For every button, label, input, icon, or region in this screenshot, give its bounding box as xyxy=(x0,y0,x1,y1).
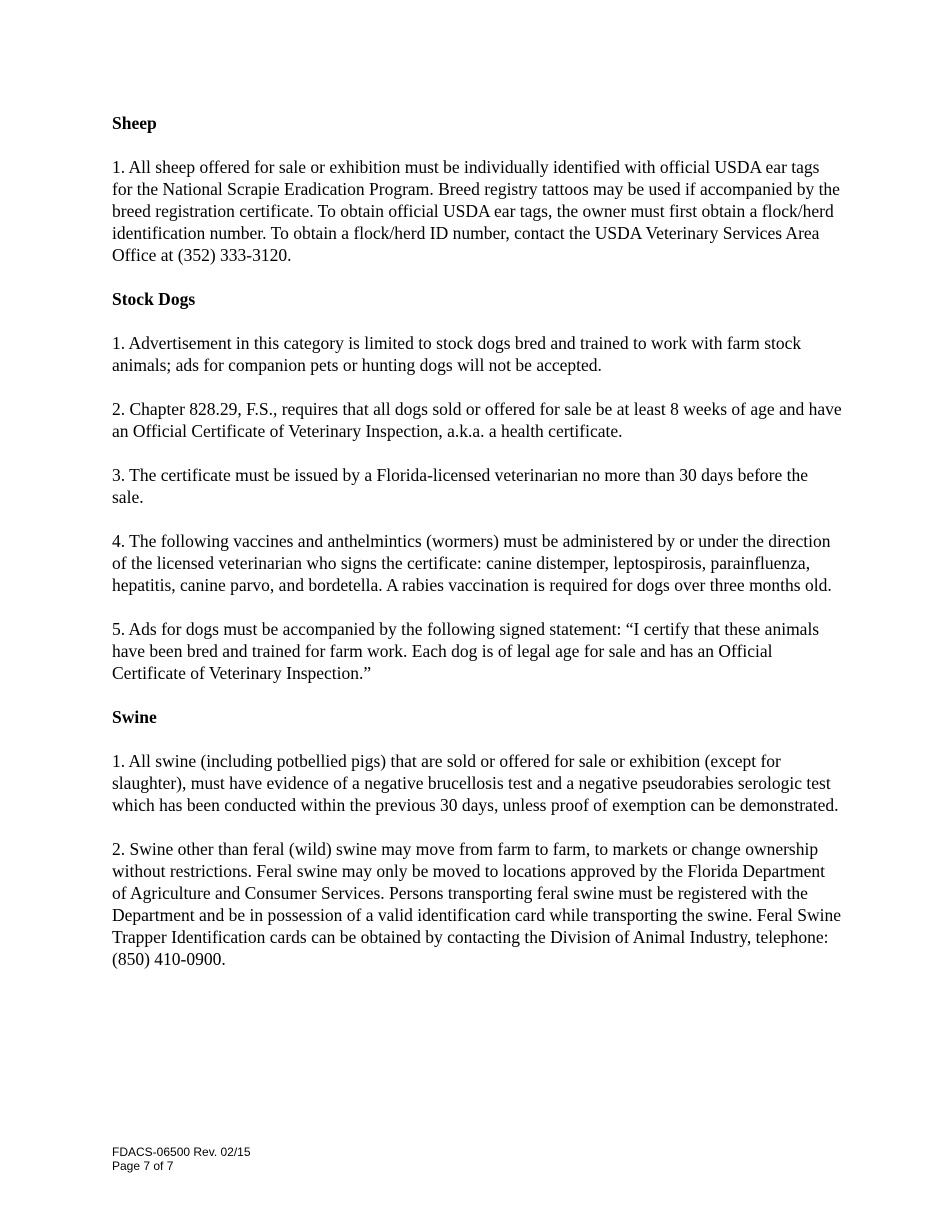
stock-dogs-paragraph-2: 2. Chapter 828.29, F.S., requires that all dogs sold or offered for sale be at least 8 weeks of age and have an Official Certificate of Veterinary Inspection, a.k.a. a health certificate. xyxy=(112,399,842,441)
section-sheep xyxy=(112,112,842,266)
section-title-swine: Swine xyxy=(112,707,157,727)
section-title-sheep: Sheep xyxy=(112,113,157,133)
stock-dogs-paragraph-4: 4. The following vaccines and anthelmintics (wormers) must be administered by or under the direction of the licensed veterinarian who signs the certificate: canine distemper, leptospirosis, parainfluenza, hepatitis, canine parvo, and bordetella. A rabies vaccination is required for dogs over three months old. xyxy=(112,531,832,595)
footer-page-number: Page 7 of 7 xyxy=(112,1159,174,1173)
stock-dogs-paragraph-5: 5. Ads for dogs must be accompanied by the following signed statement: “I certify that these animals have been bred and trained for farm work. Each dog is of legal age for sale and has an Official Certificate of Veterinary Inspection.” xyxy=(112,619,820,683)
document-body xyxy=(112,112,842,992)
stock-dogs-paragraph-1: 1. Advertisement in this category is limited to stock dogs bred and trained to work with farm stock animals; ads for companion pets or hunting dogs will not be accepted. xyxy=(112,333,802,375)
page-footer xyxy=(112,1145,251,1173)
footer-form-id: FDACS-06500 Rev. 02/15 xyxy=(112,1145,251,1159)
sheep-paragraph-1: 1. All sheep offered for sale or exhibition must be individually identified with official USDA ear tags for the National Scrapie Eradication Program. Breed registry tattoos may be used if accompanied by the breed registration certificate. To obtain official USDA ear tags, the owner must first obtain a flock/herd identification number. To obtain a flock/herd ID number, contact the USDA Veterinary Services Area Office at (352) 333-3120. xyxy=(112,157,840,265)
section-swine xyxy=(112,706,842,970)
section-stock-dogs xyxy=(112,288,842,684)
stock-dogs-paragraph-3: 3. The certificate must be issued by a Florida-licensed veterinarian no more than 30 days before the sale. xyxy=(112,465,809,507)
swine-paragraph-2: 2. Swine other than feral (wild) swine may move from farm to farm, to markets or change ownership without restrictions. Feral swine may only be moved to locations approved by the Florida Department of Agriculture and Consumer Services. Persons transporting feral swine must be registered with the Department and be in possession of a valid identification card while transporting the swine. Feral Swine Trapper Identification cards can be obtained by contacting the Division of Animal Industry, telephone: (850) 410-0900. xyxy=(112,839,841,969)
section-title-stock-dogs: Stock Dogs xyxy=(112,289,196,309)
swine-paragraph-1: 1. All swine (including potbellied pigs) that are sold or offered for sale or exhibition (except for slaughter), must have evidence of a negative brucellosis test and a negative pseudorabies serologic test which has been conducted within the previous 30 days, unless proof of exemption can be demonstrated. xyxy=(112,751,839,815)
